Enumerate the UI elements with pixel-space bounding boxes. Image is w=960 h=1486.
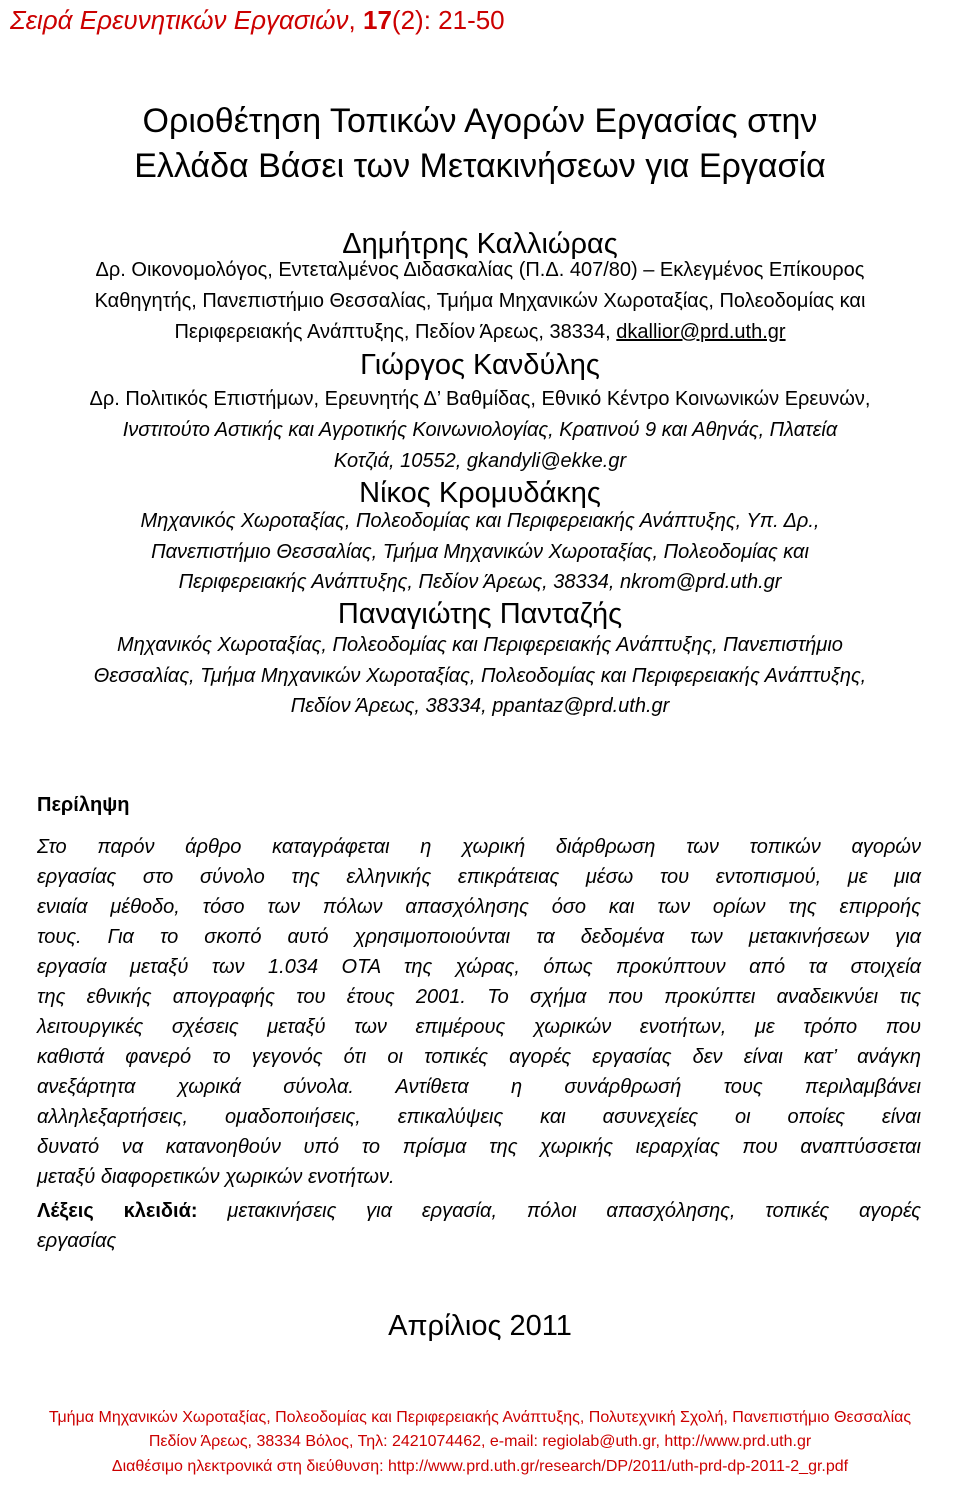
abstract-line: Στο παρόν άρθρο καταγράφεται η χωρική διάρθρωση των τοπικών αγορών xyxy=(37,836,921,858)
author-email-1-link[interactable]: dkallior@prd.uth.gr xyxy=(616,321,786,343)
footer-line-1: Τμήμα Μηχανικών Χωροταξίας, Πολεοδομίας και Περιφερειακής Ανάπτυξης, Πολυτεχνική Σχολή, Πανεπιστήμιο Θεσσαλίας xyxy=(48,1409,912,1426)
abstract-line: ανεξάρτητα χωρικά σύνολα. Αντίθετα η συνάρθρωσή τους περιλαμβάνει xyxy=(37,1076,921,1098)
author-name-4: Παναγιώτης Πανταζής xyxy=(337,598,623,630)
abstract-line: μεταξύ διαφορετικών χωρικών ενοτήτων. xyxy=(37,1166,395,1188)
publication-date: Απρίλιος 2011 xyxy=(388,1310,572,1342)
keywords-label: Λέξεις κλειδιά: xyxy=(37,1200,198,1222)
series-volume: 17 xyxy=(363,5,392,35)
author-affil-1-address: Περιφερειακής Ανάπτυξης, Πεδίον Άρεως, 38334, xyxy=(174,321,617,343)
abstract-line: λειτουργικές σχέσεις μεταξύ των επιμέρους χωρικών ενοτήτων, με τρόπο που xyxy=(37,1016,921,1038)
series-sep: , xyxy=(348,5,363,35)
paper-title-line-2: Ελλάδα Βάσει των Μετακινήσεων για Εργασία xyxy=(134,147,826,185)
author-affil-4-line-1: Μηχανικός Χωροταξίας, Πολεοδομίας και Περιφερειακής Ανάπτυξης, Πανεπιστήμιο xyxy=(117,634,843,656)
author-name-3: Νίκος Κρομυδάκης xyxy=(359,477,601,509)
author-affil-4-line-2: Θεσσαλίας, Τμήμα Μηχανικών Χωροταξίας, Πολεοδομίας και Περιφερειακής Ανάπτυξης, xyxy=(93,665,867,687)
abstract-line: ενιαία μέθοδο, τόσο των πόλων απασχόλησης όσο και των ορίων της επιρροής xyxy=(37,896,921,918)
series-issue-pages: (2): 21-50 xyxy=(391,5,505,35)
author-name-1: Δημήτρης Καλλιώρας xyxy=(342,228,618,260)
abstract-line: της εθνικής απογραφής του έτους 2001. Το σχήμα που προκύπτει αναδεικνύει τις xyxy=(37,986,921,1008)
author-affil-3-line-3: Περιφερειακής Ανάπτυξης, Πεδίον Άρεως, 38334, nkrom@prd.uth.gr xyxy=(178,571,782,593)
author-name-2: Γιώργος Κανδύλης xyxy=(360,349,600,381)
author-affil-2-line-1: Δρ. Πολιτικός Επιστήμων, Ερευνητής Δ’ Βαθμίδας, Εθνικό Κέντρο Κοινωνικών Ερευνών, xyxy=(89,388,871,410)
paper-title-line-1: Οριοθέτηση Τοπικών Αγορών Εργασίας στην xyxy=(142,102,818,140)
series-name: Σειρά Ερευνητικών Εργασιών xyxy=(10,5,349,35)
author-affil-2-line-3: Κοτζιά, 10552, gkandyli@ekke.gr xyxy=(333,450,627,472)
abstract-line: δυνατό να κατανοηθούν υπό το πρίσμα της χωρικής ιεραρχίας που αναπτύσσεται xyxy=(37,1136,921,1158)
author-affil-1-line-3 xyxy=(0,317,960,348)
footer-line-2: Πεδίον Άρεως, 38334 Βόλος, Τηλ: 2421074462, e-mail: regiolab@uth.gr, http://www.prd.uth.gr xyxy=(148,1433,812,1450)
abstract-line: καθιστά φανερό το γεγονός ότι οι τοπικές αγορές εργασίας δεν είναι κατ’ ανάγκη xyxy=(37,1046,921,1068)
author-affil-3-line-1: Μηχανικός Χωροταξίας, Πολεοδομίας και Περιφερειακής Ανάπτυξης, Υπ. Δρ., xyxy=(140,510,820,532)
author-affil-2-line-2: Ινστιτούτο Αστικής και Αγροτικής Κοινωνιολογίας, Κρατινού 9 και Αθηνάς, Πλατεία xyxy=(122,419,838,441)
series-header xyxy=(10,2,505,38)
abstract-heading: Περίληψη xyxy=(37,794,130,816)
abstract-line: τους. Για το σκοπό αυτό χρησιμοποιούνται τα δεδομένα των μετακινήσεων για xyxy=(37,926,921,948)
footer-line-3: Διαθέσιμο ηλεκτρονικά στη διεύθυνση: http://www.prd.uth.gr/research/DP/2011/uth-prd-dp-2011-2_gr.pdf xyxy=(111,1458,849,1475)
author-affil-3-line-2: Πανεπιστήμιο Θεσσαλίας, Τμήμα Μηχανικών Χωροταξίας, Πολεοδομίας και xyxy=(151,541,809,563)
keywords-line-2 xyxy=(37,1226,921,1256)
keywords-text-1: μετακινήσεις για εργασία, πόλοι απασχόλησης, τοπικές αγορές xyxy=(227,1200,921,1222)
keywords-text-2: εργασίας xyxy=(37,1230,117,1252)
keywords-line-1 xyxy=(37,1196,921,1226)
author-affil-1-line-2: Καθηγητής, Πανεπιστήμιο Θεσσαλίας, Τμήμα Μηχανικών Χωροταξίας, Πολεοδομίας και xyxy=(94,290,866,312)
author-affil-4-line-3: Πεδίον Άρεως, 38334, ppantaz@prd.uth.gr xyxy=(290,695,670,717)
abstract-line: εργασία μεταξύ των 1.034 ΟΤΑ της χώρας, όπως προκύπτουν από τα στοιχεία xyxy=(37,956,921,978)
author-affil-1-line-1: Δρ. Οικονομολόγος, Εντεταλμένος Διδασκαλίας (Π.Δ. 407/80) – Εκλεγμένος Επίκουρος xyxy=(95,259,865,281)
abstract-line: αλληλεξαρτήσεις, ομαδοποιήσεις, επικαλύψεις και ασυνεχείες οι οποίες είναι xyxy=(37,1106,921,1128)
abstract-line: εργασίας στο σύνολο της ελληνικής επικράτειας μέσω του εντοπισμού, με μια xyxy=(37,866,921,888)
